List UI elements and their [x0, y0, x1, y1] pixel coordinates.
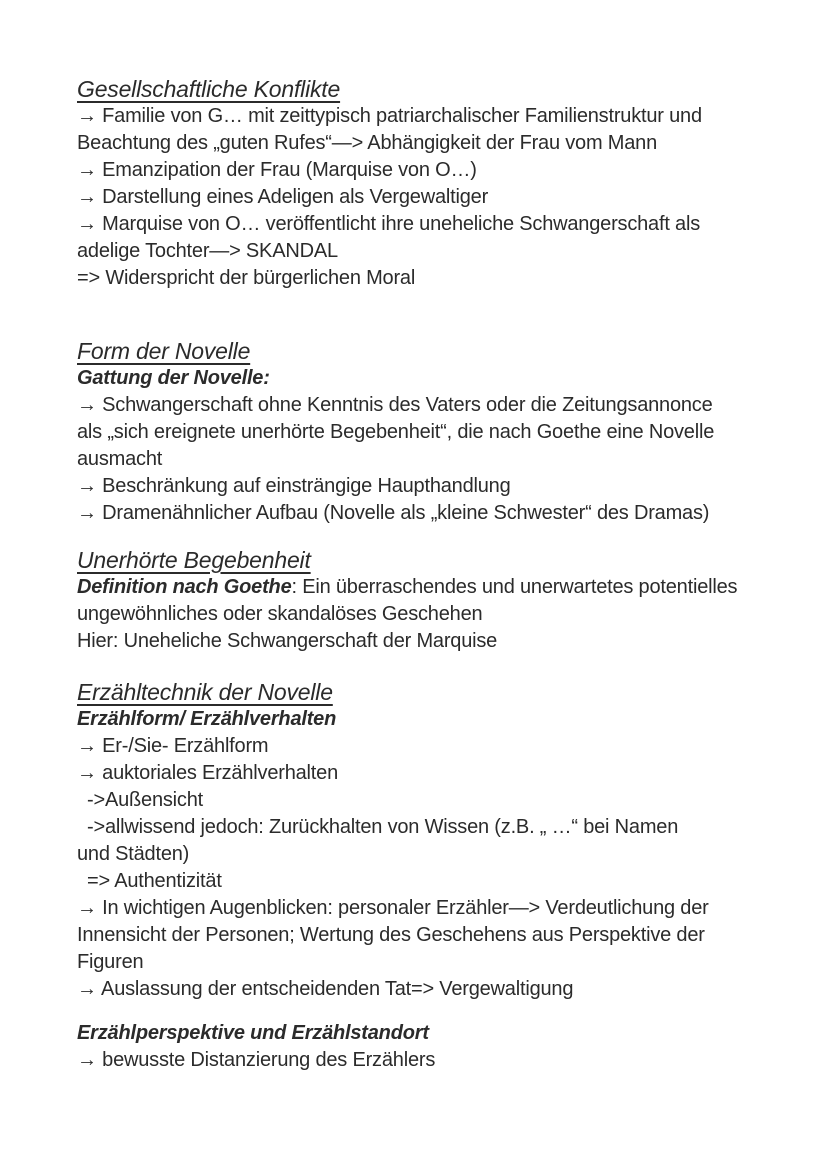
heading-text: Form der Novelle: [77, 338, 251, 364]
section-heading-erzaehltechnik-der-novelle: [77, 679, 768, 706]
text-line: → Schwangerschaft ohne Kenntnis des Vaters oder die Zeitungsannonce: [77, 394, 713, 416]
text-line: → Er-/Sie- Erzählform: [77, 735, 269, 757]
text-line: → bewusste Distanzierung des Erzählers: [77, 1049, 436, 1071]
text-line: als „sich ereignete unerhörte Begebenheit“, die nach Goethe eine Novelle: [77, 421, 715, 443]
section-heading-form-der-novelle: [77, 338, 768, 365]
text-line: → Darstellung eines Adeligen als Vergewaltiger: [77, 186, 489, 208]
definition-text: : Ein überraschendes und unerwartetes potentielles: [291, 576, 738, 598]
text-line: ->allwissend jedoch: Zurückhalten von Wissen (z.B. „ …“ bei Namen: [87, 816, 679, 838]
section-unerhoerte-begebenheit: [77, 547, 768, 655]
definition-line: [77, 574, 768, 601]
text-line: → In wichtigen Augenblicken: personaler Erzähler—> Verdeutlichung der: [77, 897, 709, 919]
text-line: → Emanzipation der Frau (Marquise von O…): [77, 159, 477, 181]
section-gesellschaftliche-konflikte: [77, 76, 768, 292]
heading-text: Unerhörte Begebenheit: [77, 547, 311, 573]
text-line: → auktoriales Erzählverhalten: [77, 762, 338, 784]
text-line: Beachtung des „guten Rufes“—> Abhängigkeit der Frau vom Mann: [77, 132, 658, 154]
text-line: Innensicht der Personen; Wertung des Geschehens aus Perspektive der: [77, 924, 705, 946]
text-line: → Dramenähnlicher Aufbau (Novelle als „kleine Schwester“ des Dramas): [77, 502, 710, 524]
section-heading-gesellschaftliche-konflikte: [77, 76, 768, 103]
section-form-der-novelle: [77, 338, 768, 527]
text-line: und Städten): [77, 843, 190, 865]
text-line: → Familie von G… mit zeittypisch patriarchalischer Familienstruktur und: [77, 105, 702, 127]
text-line: ausmacht: [77, 448, 163, 470]
text-line: Figuren: [77, 951, 144, 973]
section-heading-unerhoerte-begebenheit: [77, 547, 768, 574]
subsection-title-erzaehlform-erzaehlverhalten: Erzählform/ Erzählverhalten: [77, 708, 337, 730]
section-erzaehltechnik-der-novelle: [77, 679, 768, 1074]
text-line: ungewöhnliches oder skandalöses Geschehen: [77, 603, 483, 625]
subsection-title-erzaehlperspektive-erzaehlstandort: Erzählperspektive und Erzählstandort: [77, 1022, 429, 1044]
text-line: → Marquise von O… veröffentlicht ihre uneheliche Schwangerschaft als: [77, 213, 701, 235]
text-line: Hier: Uneheliche Schwangerschaft der Marquise: [77, 630, 498, 652]
text-line: => Authentizität: [87, 870, 222, 892]
text-line: adelige Tochter—> SKANDAL: [77, 240, 338, 262]
text-line: → Auslassung der entscheidenden Tat=> Vergewaltigung: [77, 978, 574, 1000]
definition-term: Definition nach Goethe: [77, 576, 292, 598]
heading-text: Erzähltechnik der Novelle: [77, 679, 333, 705]
text-line: ->Außensicht: [87, 789, 203, 811]
text-line: → Beschränkung auf einsträngige Haupthandlung: [77, 475, 511, 497]
heading-text: Gesellschaftliche Konflikte: [77, 76, 341, 102]
text-line: => Widerspricht der bürgerlichen Moral: [77, 267, 416, 289]
subsection-title-gattung-der-novelle: Gattung der Novelle:: [77, 367, 270, 389]
